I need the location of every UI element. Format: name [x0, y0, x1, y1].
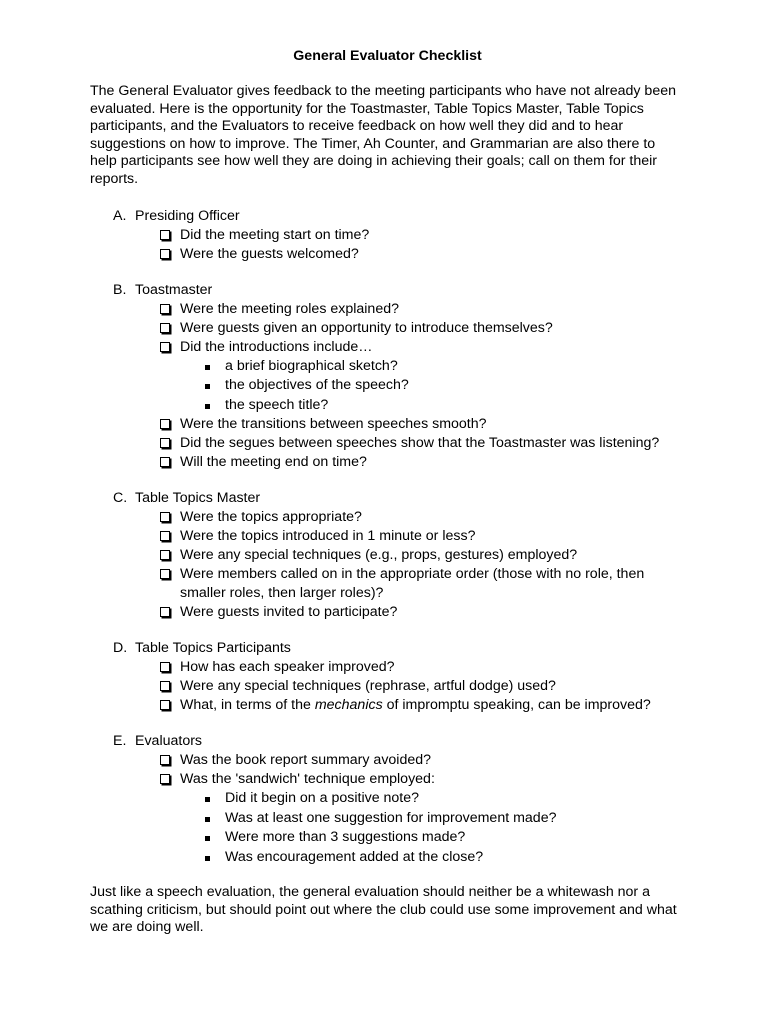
sub-bullet-text: Was encouragement added at the close? [225, 848, 484, 865]
checkbox-icon [160, 457, 170, 467]
checkbox-icon [160, 531, 170, 541]
sub-bullet-text: Did it begin on a positive note? [225, 790, 420, 807]
item-text: Was the 'sandwich' technique employed: [180, 771, 435, 788]
checkbox-icon [160, 438, 170, 448]
item-text: Were the meeting roles explained? [180, 300, 399, 317]
item-text: Were the topics introduced in 1 minute or less? [180, 528, 476, 545]
checklist-item [90, 434, 685, 453]
item-text: Were guests given an opportunity to introduce themselves? [180, 319, 553, 336]
square-bullet-icon [205, 817, 210, 822]
square-bullet-icon [205, 384, 210, 389]
checklist-item [90, 453, 685, 472]
checkbox-icon [160, 230, 170, 240]
checklist-item [90, 527, 685, 546]
checkbox-icon [160, 419, 170, 429]
checklist-item [90, 677, 685, 696]
section-letter: A. [113, 207, 127, 224]
checklist-item [90, 658, 685, 677]
checklist-item [90, 338, 685, 416]
section-letter: E. [113, 733, 127, 750]
item-text: Was the book report summary avoided? [180, 752, 432, 769]
item-emphasis: mechanics [314, 697, 383, 714]
section-letter: B. [113, 281, 127, 298]
item-text: Did the meeting start on time? [180, 226, 370, 243]
checklist-item [90, 770, 685, 867]
section-heading-text: Table Topics Participants [135, 640, 291, 657]
checklist-item [90, 696, 685, 715]
sub-bullet-item [90, 357, 685, 377]
checklist-item [90, 546, 685, 565]
checkbox-list [90, 658, 685, 715]
sub-bullet-item [90, 396, 685, 416]
checkbox-list [90, 508, 685, 622]
document-page [90, 47, 685, 937]
section-heading-text: Evaluators [135, 733, 203, 750]
checklist-section [90, 639, 685, 715]
checklist-sections [90, 207, 685, 868]
checkbox-icon [160, 323, 170, 333]
sub-bullet-text: a brief biographical sketch? [225, 357, 398, 374]
sub-bullet-item [90, 848, 685, 868]
section-heading-text: Toastmaster [135, 281, 213, 298]
section-heading [90, 732, 685, 751]
closing-paragraph: Just like a speech evaluation, the general evaluation should neither be a whitewash nor a scathing criticism, but should point out where the club could use some improvement and what we are doing well. [90, 884, 677, 936]
square-bullet-icon [205, 856, 210, 861]
checklist-item [90, 319, 685, 338]
checkbox-icon [160, 342, 170, 352]
checklist-item [90, 565, 685, 603]
square-bullet-icon [205, 797, 210, 802]
item-text: Did the segues between speeches show that the Toastmaster was listening? [180, 435, 660, 452]
item-text: Were guests invited to participate? [180, 604, 398, 621]
sub-bullet-item [90, 809, 685, 829]
checklist-section [90, 207, 685, 264]
item-text: Did the introductions include… [180, 338, 373, 355]
item-text: What, in terms of the [180, 697, 315, 714]
checkbox-icon [160, 700, 170, 710]
checklist-section [90, 281, 685, 473]
checklist-section [90, 489, 685, 622]
checkbox-list [90, 751, 685, 867]
checkbox-icon [160, 304, 170, 314]
square-bullet-icon [205, 365, 210, 370]
section-heading [90, 639, 685, 658]
sub-bullet-list [180, 357, 685, 416]
checkbox-icon [160, 681, 170, 691]
item-text: How has each speaker improved? [180, 659, 395, 676]
sub-bullet-list [180, 789, 685, 867]
checklist-item [90, 603, 685, 622]
document-title: General Evaluator Checklist [293, 48, 482, 64]
intro-paragraph: The General Evaluator gives feedback to the meeting participants who have not already been evaluated. Here is the opportunity for the Toastmaster, Table Topics Master, Table Topics participants, and the Evaluators to receive feedback on how well they did and to hear suggestions on how to improve. The Timer, Ah Counter, and Grammarian are also there to help participants see how well they are doing in achieving their goals; call on them for their reports. [90, 83, 676, 187]
checkbox-list [90, 300, 685, 473]
checkbox-icon [160, 249, 170, 259]
item-text: of impromptu speaking, can be improved? [382, 697, 651, 714]
sub-bullet-text: Was at least one suggestion for improvement made? [225, 809, 557, 826]
checkbox-list [90, 226, 685, 264]
square-bullet-icon [205, 836, 210, 841]
checklist-item [90, 508, 685, 527]
checkbox-icon [160, 774, 170, 784]
checkbox-icon [160, 512, 170, 522]
section-heading [90, 489, 685, 508]
checklist-item [90, 245, 685, 264]
checkbox-icon [160, 550, 170, 560]
item-text: Were the transitions between speeches smooth? [180, 416, 487, 433]
checkbox-icon [160, 569, 170, 579]
checklist-item [90, 226, 685, 245]
section-heading-text: Presiding Officer [135, 207, 240, 224]
item-text: Were the topics appropriate? [180, 509, 362, 526]
sub-bullet-text: Were more than 3 suggestions made? [225, 829, 466, 846]
checklist-item [90, 751, 685, 770]
sub-bullet-item [90, 376, 685, 396]
checklist-item [90, 300, 685, 319]
sub-bullet-text: the objectives of the speech? [225, 377, 409, 394]
section-heading [90, 207, 685, 226]
checklist-section [90, 732, 685, 867]
section-letter: C. [113, 490, 128, 507]
section-letter: D. [113, 640, 128, 657]
section-heading-text: Table Topics Master [135, 490, 261, 507]
item-text: Were any special techniques (e.g., props, gestures) employed? [180, 547, 578, 564]
sub-bullet-item [90, 789, 685, 809]
item-text: Will the meeting end on time? [180, 454, 367, 471]
sub-bullet-text: the speech title? [225, 396, 329, 413]
item-text: Were members called on in the appropriate order (those with no role, then smaller roles, then larger roles)? [180, 566, 645, 602]
checkbox-icon [160, 662, 170, 672]
item-text: Were the guests welcomed? [180, 245, 359, 262]
checkbox-icon [160, 607, 170, 617]
checklist-item [90, 415, 685, 434]
checkbox-icon [160, 755, 170, 765]
section-heading [90, 281, 685, 300]
item-text: Were any special techniques (rephrase, artful dodge) used? [180, 678, 556, 695]
square-bullet-icon [205, 404, 210, 409]
sub-bullet-item [90, 828, 685, 848]
